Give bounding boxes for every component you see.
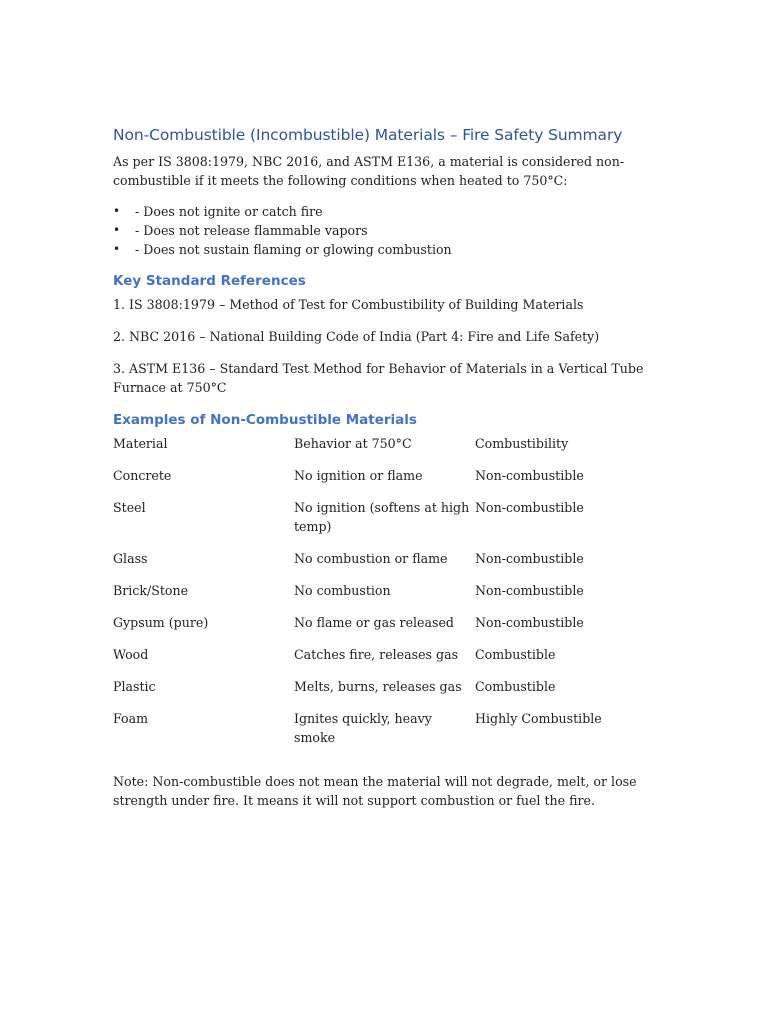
table-cell: Wood	[113, 647, 149, 662]
condition-text: - Does not ignite or catch fire	[135, 204, 323, 219]
bullet-icon: •	[113, 242, 121, 256]
table-cell: Gypsum (pure)	[113, 615, 209, 630]
table-cell: Ignites quickly, heavy smoke	[294, 711, 432, 745]
table-cell: Plastic	[113, 679, 156, 694]
column-header: Material	[113, 436, 168, 451]
table-cell: Concrete	[113, 468, 172, 483]
reference-item: 1. IS 3808:1979 – Method of Test for Combustibility of Building Materials	[113, 297, 584, 312]
table-cell: Non-combustible	[475, 551, 584, 566]
list-item	[113, 240, 658, 259]
table-cell: Non-combustible	[475, 500, 584, 515]
table-cell: No combustion	[294, 583, 391, 598]
condition-text: - Does not release flammable vapors	[135, 223, 368, 238]
table-row	[113, 498, 658, 536]
table-row	[113, 466, 658, 485]
table-cell: Brick/Stone	[113, 583, 189, 598]
table-header-row	[113, 434, 658, 453]
table-row	[113, 613, 658, 632]
list-item	[113, 202, 658, 221]
table-cell: Non-combustible	[475, 615, 584, 630]
table-cell: Melts, burns, releases gas	[294, 679, 462, 694]
reference-item: 3. ASTM E136 – Standard Test Method for Behavior of Materials in a Vertical Tube Furnace at 750°C	[113, 361, 644, 395]
table-cell: Steel	[113, 500, 146, 515]
table-cell: Non-combustible	[475, 583, 584, 598]
bullet-icon: •	[113, 204, 121, 218]
reference-item: 2. NBC 2016 – National Building Code of India (Part 4: Fire and Life Safety)	[113, 329, 600, 344]
intro-paragraph: As per IS 3808:1979, NBC 2016, and ASTM E136, a material is considered non-combustible if it meets the following conditions when heated to 750°C:	[113, 154, 625, 188]
examples-heading: Examples of Non-Combustible Materials	[113, 412, 417, 428]
table-cell: Non-combustible	[475, 468, 584, 483]
table-row	[113, 709, 658, 747]
table-row	[113, 677, 658, 696]
document-page	[113, 124, 658, 810]
list-item	[113, 221, 658, 240]
table-cell: Foam	[113, 711, 149, 726]
column-header: Combustibility	[475, 436, 569, 451]
column-header: Behavior at 750°C	[294, 436, 412, 451]
table-row	[113, 549, 658, 568]
table-cell: No combustion or flame	[294, 551, 448, 566]
conditions-list	[113, 202, 658, 259]
table-cell: Catches fire, releases gas	[294, 647, 459, 662]
note-paragraph: Note: Non-combustible does not mean the material will not degrade, melt, or lose strength under fire. It means it will not support combustion or fuel the fire.	[113, 774, 637, 808]
document-title: Non-Combustible (Incombustible) Materials – Fire Safety Summary	[113, 126, 623, 144]
table-cell: No ignition (softens at high temp)	[294, 500, 470, 534]
table-row	[113, 645, 658, 664]
materials-table	[113, 434, 658, 747]
table-row	[113, 581, 658, 600]
references-heading: Key Standard References	[113, 273, 306, 289]
table-cell: Glass	[113, 551, 148, 566]
bullet-icon: •	[113, 223, 121, 237]
table-cell: No flame or gas released	[294, 615, 454, 630]
table-cell: Highly Combustible	[475, 711, 602, 726]
table-cell: Combustible	[475, 679, 556, 694]
table-cell: No ignition or flame	[294, 468, 423, 483]
condition-text: - Does not sustain flaming or glowing combustion	[135, 242, 452, 257]
table-cell: Combustible	[475, 647, 556, 662]
